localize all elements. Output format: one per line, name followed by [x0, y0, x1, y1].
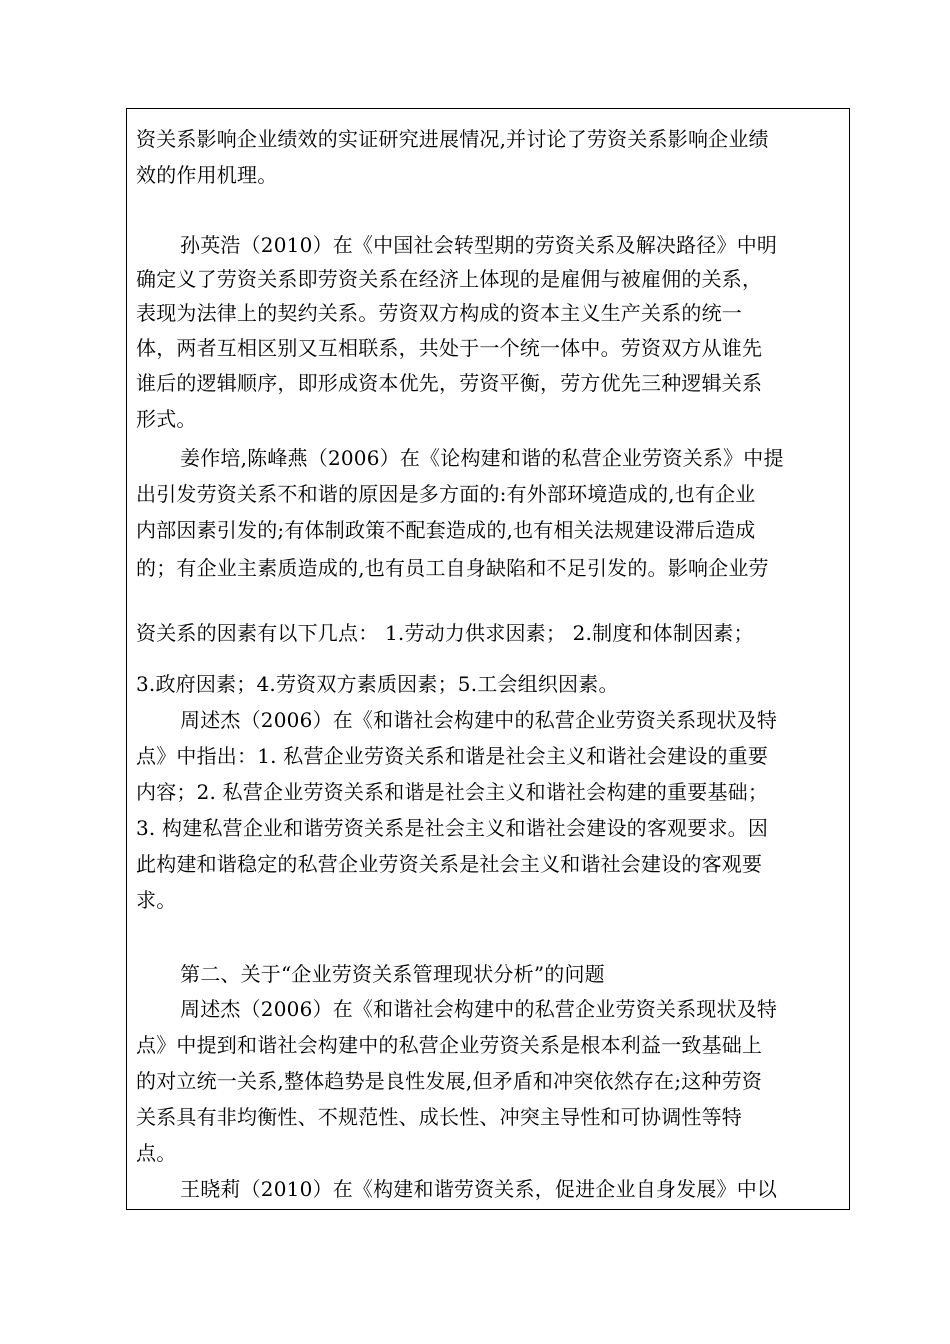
text-line: 资关系影响企业绩效的实证研究进展情况,并讨论了劳资关系影响企业绩 — [136, 127, 769, 151]
section-heading: 第二、关于“企业劳资关系管理现状分析”的问题 — [180, 962, 605, 986]
paragraph-start-line: 孙英浩（2010）在《中国社会转型期的劳资关系及解决路径》中明 — [180, 233, 778, 257]
text-line: 点》中指出：1. 私营企业劳资关系和谐是社会主义和谐社会建设的重要 — [136, 744, 769, 768]
text-line: 确定义了劳资关系即劳资关系在经济上体现的是雇佣与被雇佣的关系， — [136, 267, 763, 291]
text-line: 体，两者互相区别又互相联系，共处于一个统一体中。劳资双方从谁先 — [136, 336, 763, 360]
paragraph-start-line: 王晓莉（2010）在《构建和谐劳资关系，促进企业自身发展》中以 — [180, 1177, 778, 1201]
text-line: 的；有企业主素质造成的,也有员工自身缺陷和不足引发的。影响企业劳 — [136, 556, 769, 580]
text-line: 求。 — [136, 888, 177, 912]
text-line: 点》中提到和谐社会构建中的私营企业劳资关系是根本利益一致基础上 — [136, 1033, 763, 1057]
text-line: 表现为法律上的契约关系。劳资双方构成的资本主义生产关系的统一 — [136, 301, 742, 325]
text-line: 资关系的因素有以下几点： 1.劳动力供求因素； 2.制度和体制因素； — [136, 621, 754, 645]
text-line: 效的作用机理。 — [136, 163, 278, 187]
paragraph-start-line: 周述杰（2006）在《和谐社会构建中的私营企业劳资关系现状及特 — [180, 708, 778, 732]
text-line: 关系具有非均衡性、不规范性、成长性、冲突主导性和可协调性等特 — [136, 1105, 742, 1129]
text-line: 内部因素引发的;有体制政策不配套造成的,也有相关法规建设滞后造成 — [136, 518, 756, 542]
text-line: 此构建和谐稳定的私营企业劳资关系是社会主义和谐社会建设的客观要 — [136, 852, 763, 876]
paragraph-start-line: 周述杰（2006）在《和谐社会构建中的私营企业劳资关系现状及特 — [180, 997, 778, 1021]
text-line: 点。 — [136, 1141, 177, 1165]
text-line: 内容；2. 私营企业劳资关系和谐是社会主义和谐社会构建的重要基础； — [136, 780, 769, 804]
text-line: 3. 构建私营企业和谐劳资关系是社会主义和谐社会建设的客观要求。因 — [136, 816, 769, 840]
text-line: 谁后的逻辑顺序，即形成资本优先，劳资平衡，劳方优先三种逻辑关系 — [136, 371, 763, 395]
text-line: 的对立统一关系,整体趋势是良性发展,但矛盾和冲突依然存在;这种劳资 — [136, 1069, 763, 1093]
text-line: 3.政府因素；4.劳资双方素质因素；5.工会组织因素。 — [136, 672, 619, 696]
text-line: 形式。 — [136, 407, 197, 431]
text-line: 出引发劳资关系不和谐的原因是多方面的:有外部环境造成的,也有企业 — [136, 482, 756, 506]
paragraph-start-line: 姜作培,陈峰燕（2006）在《论构建和谐的私营企业劳资关系》中提 — [180, 446, 784, 470]
